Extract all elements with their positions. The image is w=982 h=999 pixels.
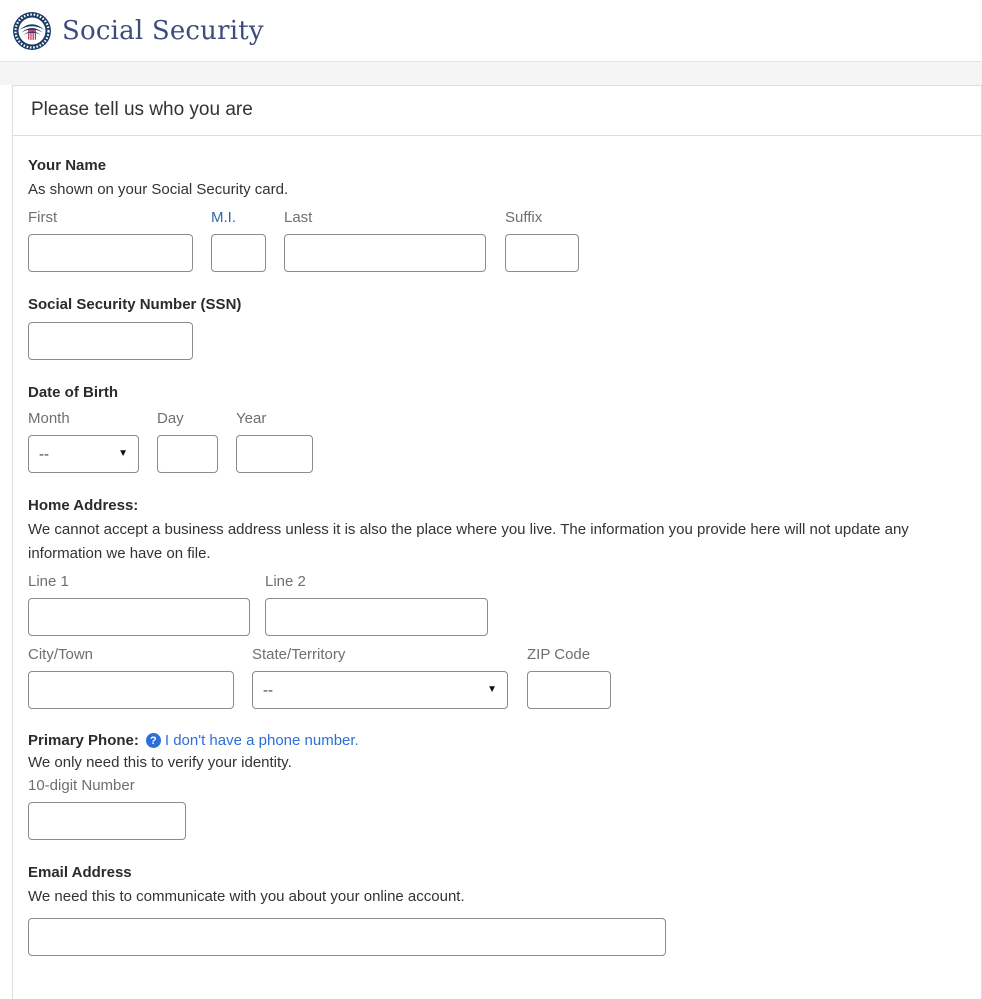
home-address-subtext: We cannot accept a business address unless it is also the place where you live. The information you provide here will not update any information we have on file.: [28, 521, 909, 562]
state-label: State/Territory: [252, 646, 346, 663]
chevron-down-icon: ▼: [487, 684, 497, 695]
address-line1-input[interactable]: [28, 598, 250, 636]
month-select-value: --: [39, 445, 49, 463]
first-name-input[interactable]: [28, 234, 193, 272]
primary-phone-subtext: We only need this to verify your identity.: [28, 754, 292, 771]
year-label: Year: [236, 410, 267, 427]
identity-panel: [12, 85, 982, 999]
middle-initial-input[interactable]: [211, 234, 266, 272]
city-input[interactable]: [28, 671, 234, 709]
primary-phone-heading: Primary Phone:: [28, 732, 139, 749]
address-line2-input[interactable]: [265, 598, 488, 636]
ssn-input[interactable]: [28, 322, 193, 360]
your-name-heading: Your Name: [28, 157, 107, 174]
brand-title: Social Security: [62, 15, 264, 46]
middle-initial-label[interactable]: M.I.: [211, 209, 236, 226]
zip-label: ZIP Code: [527, 646, 591, 663]
phone-number-label: 10-digit Number: [28, 777, 135, 794]
first-name-label: First: [28, 209, 58, 226]
chevron-down-icon: ▼: [118, 448, 128, 459]
year-input[interactable]: [236, 435, 313, 473]
state-select[interactable]: [252, 671, 508, 709]
header-band: [0, 62, 982, 85]
month-select[interactable]: [28, 435, 139, 473]
section-ssn: [28, 295, 966, 360]
app-header: [0, 0, 982, 62]
month-label: Month: [28, 410, 70, 427]
email-input[interactable]: [28, 918, 666, 956]
ssa-seal-logo: [12, 11, 52, 51]
no-phone-link[interactable]: I don't have a phone number.: [164, 732, 359, 749]
dob-heading: Date of Birth: [28, 384, 118, 401]
identity-form: [13, 136, 981, 999]
last-name-input[interactable]: [284, 234, 486, 272]
section-dob: [28, 383, 966, 473]
last-name-label: Last: [284, 209, 313, 226]
email-subtext: We need this to communicate with you about your online account.: [28, 888, 465, 905]
address-line2-label: Line 2: [265, 573, 306, 590]
section-your-name: [28, 156, 966, 272]
zip-input[interactable]: [527, 671, 611, 709]
home-address-heading: Home Address:: [28, 497, 139, 514]
page-title: Please tell us who you are: [13, 86, 981, 136]
day-label: Day: [157, 410, 184, 427]
state-select-value: --: [263, 681, 273, 699]
suffix-input[interactable]: [505, 234, 579, 272]
suffix-label: Suffix: [505, 209, 543, 226]
day-input[interactable]: [157, 435, 218, 473]
section-home-address: [28, 496, 966, 709]
city-label: City/Town: [28, 646, 94, 663]
phone-number-input[interactable]: [28, 802, 186, 840]
address-line1-label: Line 1: [28, 573, 69, 590]
ssn-heading: Social Security Number (SSN): [28, 296, 242, 313]
section-email: [28, 863, 966, 956]
section-primary-phone: [28, 732, 966, 840]
your-name-subtext: As shown on your Social Security card.: [28, 181, 289, 198]
help-icon[interactable]: ?: [146, 733, 161, 748]
email-heading: Email Address: [28, 864, 132, 881]
